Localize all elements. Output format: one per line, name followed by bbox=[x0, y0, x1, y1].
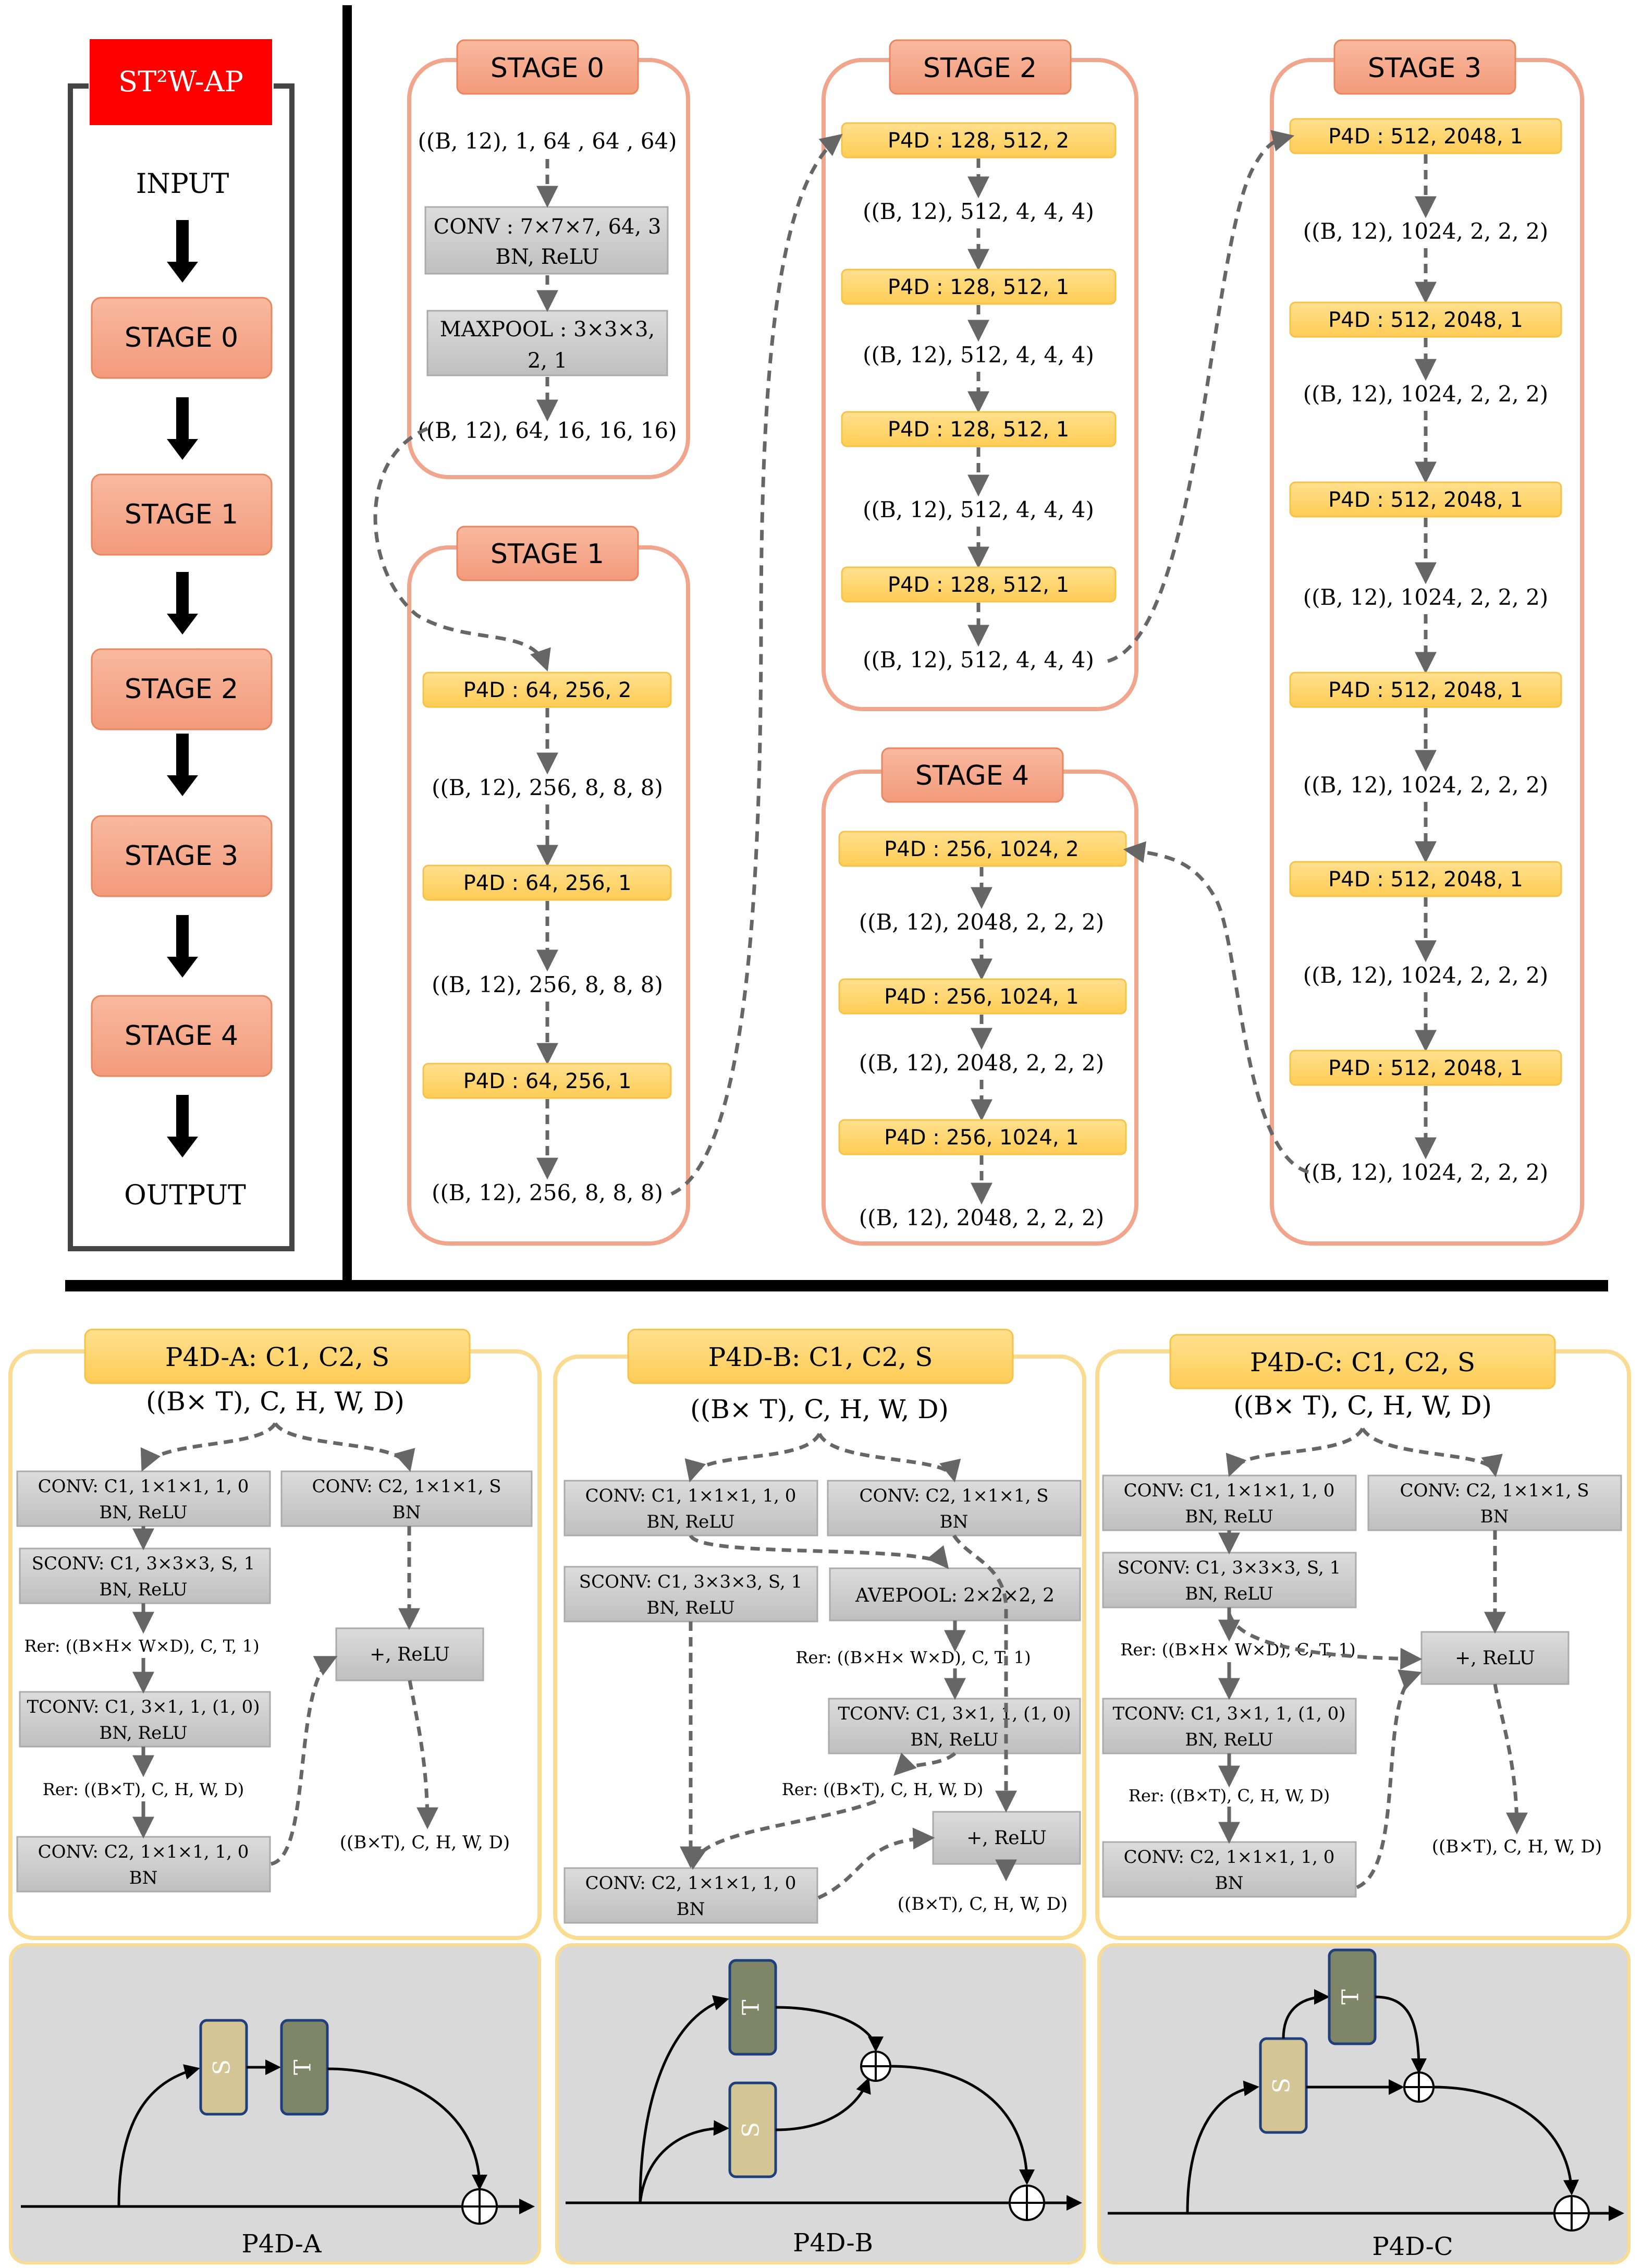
stage3-block-label: P4D : 512, 2048, 1 bbox=[1328, 868, 1523, 892]
p4d-b-avepool: AVEPOOL: 2×2×2, 2 bbox=[855, 1585, 1055, 1606]
stage-1-blocks bbox=[423, 673, 671, 1205]
arrow-down-icon bbox=[167, 915, 198, 978]
overview-stage-2-label: STAGE 2 bbox=[124, 674, 239, 705]
p4d-b-conv1-l2: BN, ReLU bbox=[646, 1511, 735, 1532]
stage1-shape-label: ((B, 12), 256, 8, 8, 8) bbox=[432, 775, 663, 800]
stage3-block-label: P4D : 512, 2048, 1 bbox=[1328, 1056, 1523, 1080]
p4d-b-tconv-l2: BN, ReLU bbox=[910, 1729, 999, 1750]
p4d-a-add: +, ReLU bbox=[370, 1644, 450, 1665]
p4d-b-output: ((B×T), C, H, W, D) bbox=[897, 1894, 1068, 1915]
stage3-shape-label: ((B, 12), 1024, 2, 2, 2) bbox=[1303, 962, 1549, 988]
stage2-shape-label: ((B, 12), 512, 4, 4, 4) bbox=[863, 497, 1094, 522]
connector-stage1-to-stage2 bbox=[671, 137, 839, 1194]
p4d-a-conv1-l2: BN, ReLU bbox=[99, 1502, 188, 1523]
stage2-block-label: P4D : 128, 512, 1 bbox=[887, 275, 1070, 299]
stage4-shape-label: ((B, 12), 2048, 2, 2, 2) bbox=[859, 909, 1105, 935]
stage1-shape-label: ((B, 12), 256, 8, 8, 8) bbox=[432, 1180, 663, 1205]
stage3-block-label: P4D : 512, 2048, 1 bbox=[1328, 308, 1523, 332]
stage-2-title: STAGE 2 bbox=[923, 53, 1037, 84]
stage-0-title: STAGE 0 bbox=[490, 53, 605, 84]
schematic-c-caption: P4D-C bbox=[1372, 2232, 1453, 2261]
connector-stage3-to-stage4 bbox=[1128, 850, 1308, 1172]
arrow-down-icon bbox=[167, 397, 198, 460]
stage3-shape-label: ((B, 12), 1024, 2, 2, 2) bbox=[1303, 584, 1549, 610]
stage2-shape-label: ((B, 12), 512, 4, 4, 4) bbox=[863, 342, 1094, 368]
p4d-c-add: +, ReLU bbox=[1455, 1648, 1535, 1669]
p4d-c-input: ((B× T), C, H, W, D) bbox=[1233, 1391, 1492, 1421]
p4d-b-title: P4D-B: C1, C2, S bbox=[708, 1342, 933, 1372]
stage-2-blocks bbox=[842, 123, 1116, 673]
p4d-a-output: ((B×T), C, H, W, D) bbox=[339, 1832, 510, 1853]
stage-0-maxpool-line1: MAXPOOL : 3×3×3, bbox=[439, 318, 655, 342]
arrow-down-icon bbox=[167, 220, 198, 283]
p4d-b-rer1: Rer: ((B×H× W×D), C, T, 1) bbox=[795, 1648, 1031, 1667]
schematic-b-caption: P4D-B bbox=[793, 2228, 873, 2258]
overview-stage-4-label: STAGE 4 bbox=[124, 1020, 239, 1052]
schematic-b-t-label: T bbox=[738, 1999, 765, 2015]
stage-4-blocks bbox=[839, 832, 1126, 1230]
stage-3-blocks bbox=[1290, 119, 1561, 1185]
p4d-b-conv2-l2: BN bbox=[676, 1899, 705, 1920]
schematic-b-s-label: S bbox=[738, 2121, 765, 2138]
stage-3-title: STAGE 3 bbox=[1367, 53, 1482, 84]
stage2-block-label: P4D : 128, 512, 1 bbox=[887, 418, 1070, 442]
stage-0-output-shape: ((B, 12), 64, 16, 16, 16) bbox=[418, 418, 677, 443]
p4d-c-sconv-l1: SCONV: C1, 3×3×3, S, 1 bbox=[1117, 1557, 1341, 1578]
stage-0-conv-line1: CONV : 7×7×7, 64, 3 bbox=[433, 215, 661, 239]
p4d-c-conv1-l1: CONV: C1, 1×1×1, 1, 0 bbox=[1123, 1480, 1335, 1501]
stage-2-panel bbox=[824, 40, 1136, 709]
schematic-b-panel bbox=[557, 1945, 1084, 2263]
stage4-block-label: P4D : 256, 1024, 1 bbox=[884, 985, 1079, 1009]
stage2-block-label: P4D : 128, 512, 2 bbox=[887, 129, 1070, 153]
p4d-b-input: ((B× T), C, H, W, D) bbox=[690, 1394, 949, 1424]
stage3-block-label: P4D : 512, 2048, 1 bbox=[1328, 125, 1523, 149]
p4d-b-panel bbox=[555, 1330, 1084, 1938]
arrow-down-icon bbox=[167, 734, 198, 796]
p4d-c-sconv-l2: BN, ReLU bbox=[1185, 1583, 1273, 1604]
p4d-a-conv2-l1: CONV: C2, 1×1×1, 1, 0 bbox=[38, 1842, 249, 1862]
schematic-a-caption: P4D-A bbox=[241, 2229, 322, 2259]
p4d-b-sconv-l1: SCONV: C1, 3×3×3, S, 1 bbox=[579, 1571, 803, 1592]
p4d-a-input: ((B× T), C, H, W, D) bbox=[146, 1386, 405, 1417]
stage-1-title: STAGE 1 bbox=[490, 539, 605, 570]
overview-stage-1-label: STAGE 1 bbox=[124, 499, 239, 530]
p4d-a-shortcut-l2: BN bbox=[392, 1502, 421, 1523]
schematic-c-panel bbox=[1099, 1945, 1629, 2263]
p4d-a-shortcut-l1: CONV: C2, 1×1×1, S bbox=[312, 1476, 501, 1497]
overview-pipeline bbox=[70, 39, 292, 1249]
stage3-block-label: P4D : 512, 2048, 1 bbox=[1328, 678, 1523, 702]
overview-input-label: INPUT bbox=[136, 168, 229, 200]
p4d-a-sconv-l1: SCONV: C1, 3×3×3, S, 1 bbox=[31, 1553, 255, 1574]
overview-stage-0-label: STAGE 0 bbox=[124, 322, 239, 353]
p4d-b-shortcut-l2: BN bbox=[939, 1511, 969, 1532]
p4d-c-panel bbox=[1097, 1335, 1629, 1938]
p4d-c-title: P4D-C: C1, C2, S bbox=[1249, 1347, 1476, 1377]
p4d-a-conv1-l1: CONV: C1, 1×1×1, 1, 0 bbox=[38, 1476, 249, 1497]
overview-stage-3-label: STAGE 3 bbox=[124, 840, 239, 872]
p4d-c-shortcut-l1: CONV: C2, 1×1×1, S bbox=[1400, 1480, 1589, 1501]
schematic-a-s-label: S bbox=[209, 2059, 236, 2076]
p4d-a-rer1: Rer: ((B×H× W×D), C, T, 1) bbox=[24, 1636, 260, 1656]
p4d-b-conv2-l1: CONV: C2, 1×1×1, 1, 0 bbox=[585, 1873, 797, 1894]
stage-4-panel bbox=[824, 748, 1136, 1243]
stage3-block-label: P4D : 512, 2048, 1 bbox=[1328, 488, 1523, 512]
p4d-b-shortcut-l1: CONV: C2, 1×1×1, S bbox=[859, 1485, 1049, 1506]
p4d-a-panel bbox=[10, 1330, 540, 1938]
arrow-down-icon bbox=[167, 1095, 198, 1157]
stage-3-panel bbox=[1272, 40, 1582, 1243]
stage-4-title: STAGE 4 bbox=[915, 760, 1030, 791]
p4d-a-sconv-l2: BN, ReLU bbox=[99, 1579, 188, 1600]
p4d-c-rer1: Rer: ((B×H× W×D), C, T, 1) bbox=[1120, 1640, 1356, 1660]
p4d-a-conv2-l2: BN bbox=[129, 1868, 158, 1888]
stage2-block-label: P4D : 128, 512, 1 bbox=[887, 573, 1070, 597]
vertical-divider bbox=[342, 5, 352, 1283]
p4d-c-conv2-l1: CONV: C2, 1×1×1, 1, 0 bbox=[1123, 1847, 1335, 1868]
schematic-c-s-label: S bbox=[1268, 2077, 1295, 2094]
horizontal-divider bbox=[65, 1280, 1608, 1291]
p4d-c-shortcut-l2: BN bbox=[1480, 1506, 1509, 1527]
stage-1-panel bbox=[409, 527, 688, 1243]
stage-0-input-shape: ((B, 12), 1, 64 , 64 , 64) bbox=[418, 128, 677, 154]
stage1-shape-label: ((B, 12), 256, 8, 8, 8) bbox=[432, 972, 663, 997]
overview-output-label: OUTPUT bbox=[124, 1180, 246, 1211]
p4d-c-tconv-l2: BN, ReLU bbox=[1185, 1729, 1273, 1750]
stage3-shape-label: ((B, 12), 1024, 2, 2, 2) bbox=[1303, 218, 1549, 244]
schematic-c-t-label: T bbox=[1337, 1989, 1364, 2005]
stage-0-conv-line2: BN, ReLU bbox=[495, 245, 599, 269]
p4d-b-rer2: Rer: ((B×T), C, H, W, D) bbox=[781, 1779, 984, 1799]
stage3-shape-label: ((B, 12), 1024, 2, 2, 2) bbox=[1303, 381, 1549, 407]
stage4-block-label: P4D : 256, 1024, 1 bbox=[884, 1126, 1079, 1150]
stage-0-panel bbox=[409, 40, 688, 477]
schematic-a-panel bbox=[10, 1945, 540, 2263]
p4d-a-title: P4D-A: C1, C2, S bbox=[165, 1342, 390, 1372]
schematic-b-frame bbox=[557, 1945, 1084, 2263]
stage2-shape-label: ((B, 12), 512, 4, 4, 4) bbox=[863, 647, 1094, 673]
stage4-shape-label: ((B, 12), 2048, 2, 2, 2) bbox=[859, 1205, 1105, 1230]
arrow-down-icon bbox=[167, 572, 198, 635]
schematic-a-t-label: T bbox=[289, 2059, 316, 2075]
p4d-b-add: +, ReLU bbox=[966, 1827, 1047, 1849]
stage1-block-label: P4D : 64, 256, 1 bbox=[463, 1069, 632, 1093]
stage1-block-label: P4D : 64, 256, 1 bbox=[463, 871, 632, 895]
schematic-a-frame bbox=[10, 1945, 540, 2263]
stage4-shape-label: ((B, 12), 2048, 2, 2, 2) bbox=[859, 1050, 1105, 1076]
p4d-a-tconv-l2: BN, ReLU bbox=[99, 1723, 188, 1743]
p4d-c-rer2: Rer: ((B×T), C, H, W, D) bbox=[1128, 1786, 1330, 1806]
stage-0-maxpool-line2: 2, 1 bbox=[527, 349, 568, 373]
p4d-c-conv1-l2: BN, ReLU bbox=[1185, 1506, 1273, 1527]
p4d-c-output: ((B×T), C, H, W, D) bbox=[1431, 1836, 1602, 1857]
overview-title: ST²W-AP bbox=[118, 65, 243, 98]
p4d-b-tconv-l1: TCONV: C1, 3×1, 1, (1, 0) bbox=[838, 1703, 1071, 1724]
p4d-b-conv1-l1: CONV: C1, 1×1×1, 1, 0 bbox=[585, 1485, 797, 1506]
p4d-c-tconv-l1: TCONV: C1, 3×1, 1, (1, 0) bbox=[1112, 1703, 1346, 1724]
stage2-shape-label: ((B, 12), 512, 4, 4, 4) bbox=[863, 199, 1094, 224]
stage1-block-label: P4D : 64, 256, 2 bbox=[463, 678, 632, 702]
stage3-shape-label: ((B, 12), 1024, 2, 2, 2) bbox=[1303, 772, 1549, 798]
p4d-b-sconv-l2: BN, ReLU bbox=[646, 1598, 735, 1618]
p4d-c-conv2-l2: BN bbox=[1215, 1873, 1244, 1894]
stage4-block-label: P4D : 256, 1024, 2 bbox=[884, 837, 1079, 861]
p4d-a-tconv-l1: TCONV: C1, 3×1, 1, (1, 0) bbox=[27, 1697, 260, 1717]
stage3-shape-label: ((B, 12), 1024, 2, 2, 2) bbox=[1303, 1160, 1549, 1185]
p4d-a-rer2: Rer: ((B×T), C, H, W, D) bbox=[42, 1779, 244, 1799]
